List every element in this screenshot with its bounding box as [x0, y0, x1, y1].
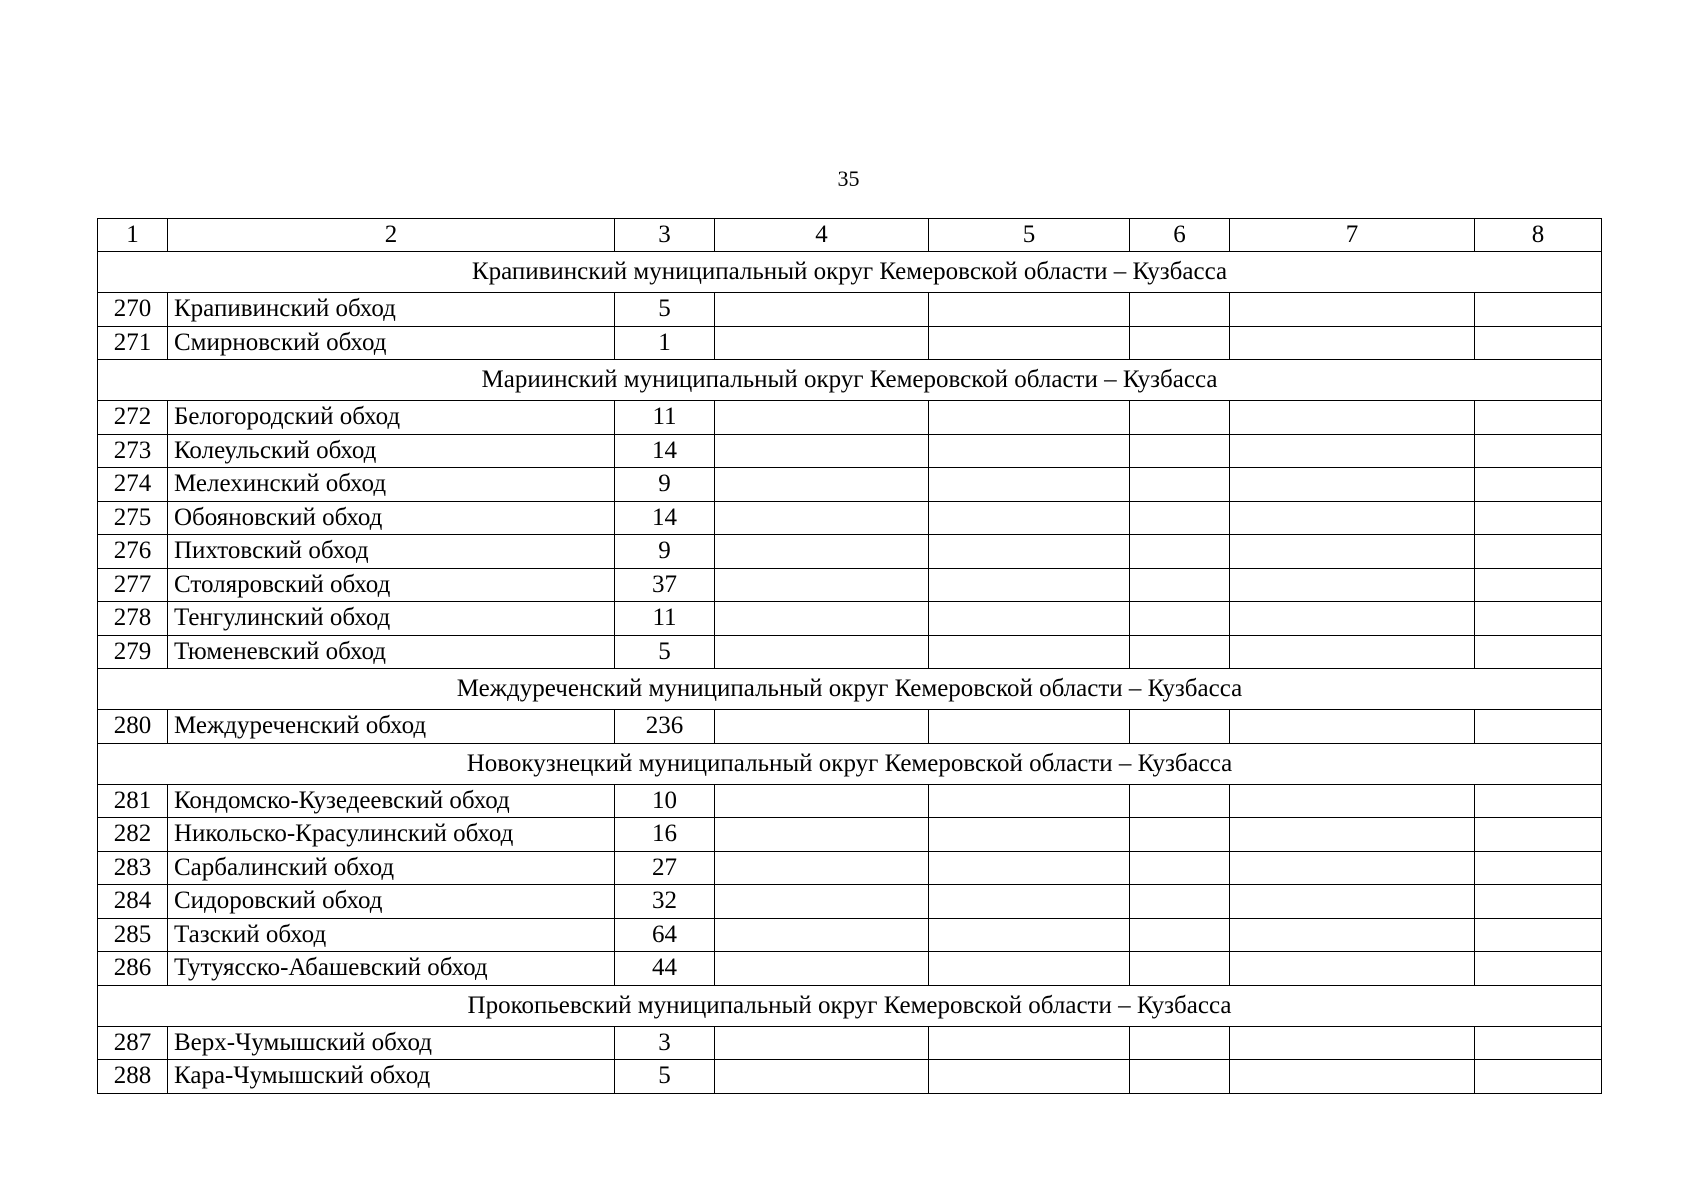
empty-cell	[1475, 568, 1602, 602]
count-value: 5	[615, 1060, 715, 1094]
table-row	[98, 710, 1602, 744]
empty-cell	[1230, 885, 1475, 919]
empty-cell	[1130, 851, 1230, 885]
empty-cell	[715, 401, 929, 435]
table-row	[98, 434, 1602, 468]
count-value: 11	[615, 401, 715, 435]
empty-cell	[1130, 1026, 1230, 1060]
empty-cell	[1230, 784, 1475, 818]
empty-cell	[1475, 1060, 1602, 1094]
row-number: 273	[98, 434, 168, 468]
count-value: 9	[615, 535, 715, 569]
empty-cell	[929, 401, 1130, 435]
section-title: Прокопьевский муниципальный округ Кемеровской области – Кузбасса	[98, 985, 1602, 1026]
table-row	[98, 568, 1602, 602]
empty-cell	[1130, 326, 1230, 360]
table-row	[98, 468, 1602, 502]
section-header-row	[98, 743, 1602, 784]
empty-cell	[1230, 635, 1475, 669]
empty-cell	[715, 468, 929, 502]
row-number: 280	[98, 710, 168, 744]
section-title: Междуреченский муниципальный округ Кемеровской области – Кузбасса	[98, 669, 1602, 710]
empty-cell	[929, 568, 1130, 602]
empty-cell	[1130, 818, 1230, 852]
empty-cell	[929, 851, 1130, 885]
count-value: 37	[615, 568, 715, 602]
count-value: 9	[615, 468, 715, 502]
empty-cell	[1475, 293, 1602, 327]
section-title: Крапивинский муниципальный округ Кемеровской области – Кузбасса	[98, 252, 1602, 293]
empty-cell	[1475, 635, 1602, 669]
district-name: Крапивинский обход	[168, 293, 615, 327]
count-value: 16	[615, 818, 715, 852]
empty-cell	[1130, 885, 1230, 919]
empty-cell	[1475, 535, 1602, 569]
section-title: Новокузнецкий муниципальный округ Кемеровской области – Кузбасса	[98, 743, 1602, 784]
district-name: Мелехинский обход	[168, 468, 615, 502]
row-number: 276	[98, 535, 168, 569]
empty-cell	[715, 635, 929, 669]
district-name: Тенгулинский обход	[168, 602, 615, 636]
row-number: 277	[98, 568, 168, 602]
empty-cell	[715, 535, 929, 569]
row-number: 271	[98, 326, 168, 360]
empty-cell	[715, 568, 929, 602]
district-name: Сидоровский обход	[168, 885, 615, 919]
count-value: 44	[615, 952, 715, 986]
district-name: Верх-Чумышский обход	[168, 1026, 615, 1060]
empty-cell	[929, 635, 1130, 669]
empty-cell	[1230, 918, 1475, 952]
empty-cell	[1130, 293, 1230, 327]
empty-cell	[1475, 952, 1602, 986]
empty-cell	[1475, 885, 1602, 919]
empty-cell	[1230, 401, 1475, 435]
table-row	[98, 1026, 1602, 1060]
table-row	[98, 501, 1602, 535]
column-header: 6	[1130, 219, 1230, 252]
count-value: 1	[615, 326, 715, 360]
empty-cell	[1230, 851, 1475, 885]
district-name: Кара-Чумышский обход	[168, 1060, 615, 1094]
row-number: 285	[98, 918, 168, 952]
empty-cell	[1230, 1060, 1475, 1094]
section-header-row	[98, 252, 1602, 293]
table-row	[98, 635, 1602, 669]
table-row	[98, 784, 1602, 818]
table-row	[98, 851, 1602, 885]
empty-cell	[929, 885, 1130, 919]
empty-cell	[1475, 818, 1602, 852]
empty-cell	[929, 535, 1130, 569]
empty-cell	[1230, 293, 1475, 327]
empty-cell	[929, 952, 1130, 986]
column-number-row	[98, 219, 1602, 252]
empty-cell	[715, 501, 929, 535]
empty-cell	[1130, 784, 1230, 818]
section-header-row	[98, 669, 1602, 710]
table-body	[98, 219, 1602, 1094]
column-header: 3	[615, 219, 715, 252]
district-name: Тутуясско-Абашевский обход	[168, 952, 615, 986]
count-value: 14	[615, 434, 715, 468]
district-name: Сарбалинский обход	[168, 851, 615, 885]
count-value: 236	[615, 710, 715, 744]
empty-cell	[1230, 952, 1475, 986]
empty-cell	[1230, 535, 1475, 569]
empty-cell	[715, 952, 929, 986]
count-value: 5	[615, 293, 715, 327]
count-value: 10	[615, 784, 715, 818]
row-number: 275	[98, 501, 168, 535]
district-name: Тюменевский обход	[168, 635, 615, 669]
empty-cell	[715, 434, 929, 468]
empty-cell	[715, 1060, 929, 1094]
row-number: 274	[98, 468, 168, 502]
section-title: Мариинский муниципальный округ Кемеровской области – Кузбасса	[98, 360, 1602, 401]
empty-cell	[1475, 434, 1602, 468]
empty-cell	[1130, 602, 1230, 636]
empty-cell	[1475, 918, 1602, 952]
row-number: 283	[98, 851, 168, 885]
empty-cell	[929, 784, 1130, 818]
empty-cell	[1475, 468, 1602, 502]
table-row	[98, 1060, 1602, 1094]
district-name: Белогородский обход	[168, 401, 615, 435]
empty-cell	[1130, 501, 1230, 535]
empty-cell	[715, 293, 929, 327]
table-row	[98, 918, 1602, 952]
empty-cell	[1475, 501, 1602, 535]
row-number: 284	[98, 885, 168, 919]
empty-cell	[1475, 851, 1602, 885]
empty-cell	[929, 918, 1130, 952]
empty-cell	[1130, 401, 1230, 435]
empty-cell	[929, 1060, 1130, 1094]
empty-cell	[929, 710, 1130, 744]
empty-cell	[1230, 501, 1475, 535]
district-name: Колеульский обход	[168, 434, 615, 468]
district-name: Смирновский обход	[168, 326, 615, 360]
empty-cell	[715, 710, 929, 744]
empty-cell	[1130, 635, 1230, 669]
district-name: Кондомско-Кузедеевский обход	[168, 784, 615, 818]
page-number: 35	[837, 166, 860, 191]
empty-cell	[1130, 468, 1230, 502]
empty-cell	[1475, 784, 1602, 818]
table-row	[98, 535, 1602, 569]
empty-cell	[929, 501, 1130, 535]
district-name: Тазский обход	[168, 918, 615, 952]
district-name: Междуреченский обход	[168, 710, 615, 744]
row-number: 287	[98, 1026, 168, 1060]
count-value: 32	[615, 885, 715, 919]
row-number: 278	[98, 602, 168, 636]
table-row	[98, 818, 1602, 852]
empty-cell	[1130, 434, 1230, 468]
empty-cell	[1475, 602, 1602, 636]
table-row	[98, 952, 1602, 986]
count-value: 5	[615, 635, 715, 669]
empty-cell	[1130, 952, 1230, 986]
empty-cell	[1130, 710, 1230, 744]
column-header: 7	[1230, 219, 1475, 252]
empty-cell	[715, 1026, 929, 1060]
table-row	[98, 293, 1602, 327]
empty-cell	[1230, 602, 1475, 636]
empty-cell	[1230, 818, 1475, 852]
row-number: 270	[98, 293, 168, 327]
column-header: 2	[168, 219, 615, 252]
table-row	[98, 401, 1602, 435]
empty-cell	[1230, 468, 1475, 502]
row-number: 288	[98, 1060, 168, 1094]
empty-cell	[1475, 326, 1602, 360]
empty-cell	[1130, 535, 1230, 569]
empty-cell	[1130, 918, 1230, 952]
empty-cell	[715, 326, 929, 360]
empty-cell	[929, 434, 1130, 468]
empty-cell	[1475, 401, 1602, 435]
table-row	[98, 326, 1602, 360]
empty-cell	[1230, 710, 1475, 744]
row-number: 279	[98, 635, 168, 669]
empty-cell	[929, 326, 1130, 360]
empty-cell	[1130, 568, 1230, 602]
empty-cell	[715, 918, 929, 952]
empty-cell	[715, 885, 929, 919]
column-header: 8	[1475, 219, 1602, 252]
empty-cell	[1130, 1060, 1230, 1094]
empty-cell	[929, 818, 1130, 852]
forest-districts-table	[97, 218, 1602, 1094]
empty-cell	[929, 602, 1130, 636]
count-value: 14	[615, 501, 715, 535]
empty-cell	[929, 293, 1130, 327]
row-number: 286	[98, 952, 168, 986]
section-header-row	[98, 985, 1602, 1026]
column-header: 5	[929, 219, 1130, 252]
empty-cell	[929, 1026, 1130, 1060]
row-number: 281	[98, 784, 168, 818]
district-name: Никольско-Красулинский обход	[168, 818, 615, 852]
empty-cell	[1230, 568, 1475, 602]
count-value: 11	[615, 602, 715, 636]
empty-cell	[715, 784, 929, 818]
empty-cell	[1230, 326, 1475, 360]
empty-cell	[1230, 434, 1475, 468]
count-value: 27	[615, 851, 715, 885]
district-name: Обояновский обход	[168, 501, 615, 535]
count-value: 64	[615, 918, 715, 952]
empty-cell	[929, 468, 1130, 502]
count-value: 3	[615, 1026, 715, 1060]
column-header: 4	[715, 219, 929, 252]
table-row	[98, 602, 1602, 636]
empty-cell	[715, 602, 929, 636]
district-name: Столяровский обход	[168, 568, 615, 602]
empty-cell	[1230, 1026, 1475, 1060]
table-row	[98, 885, 1602, 919]
empty-cell	[1475, 710, 1602, 744]
section-header-row	[98, 360, 1602, 401]
empty-cell	[715, 851, 929, 885]
empty-cell	[1475, 1026, 1602, 1060]
row-number: 272	[98, 401, 168, 435]
row-number: 282	[98, 818, 168, 852]
district-name: Пихтовский обход	[168, 535, 615, 569]
empty-cell	[715, 818, 929, 852]
column-header: 1	[98, 219, 168, 252]
